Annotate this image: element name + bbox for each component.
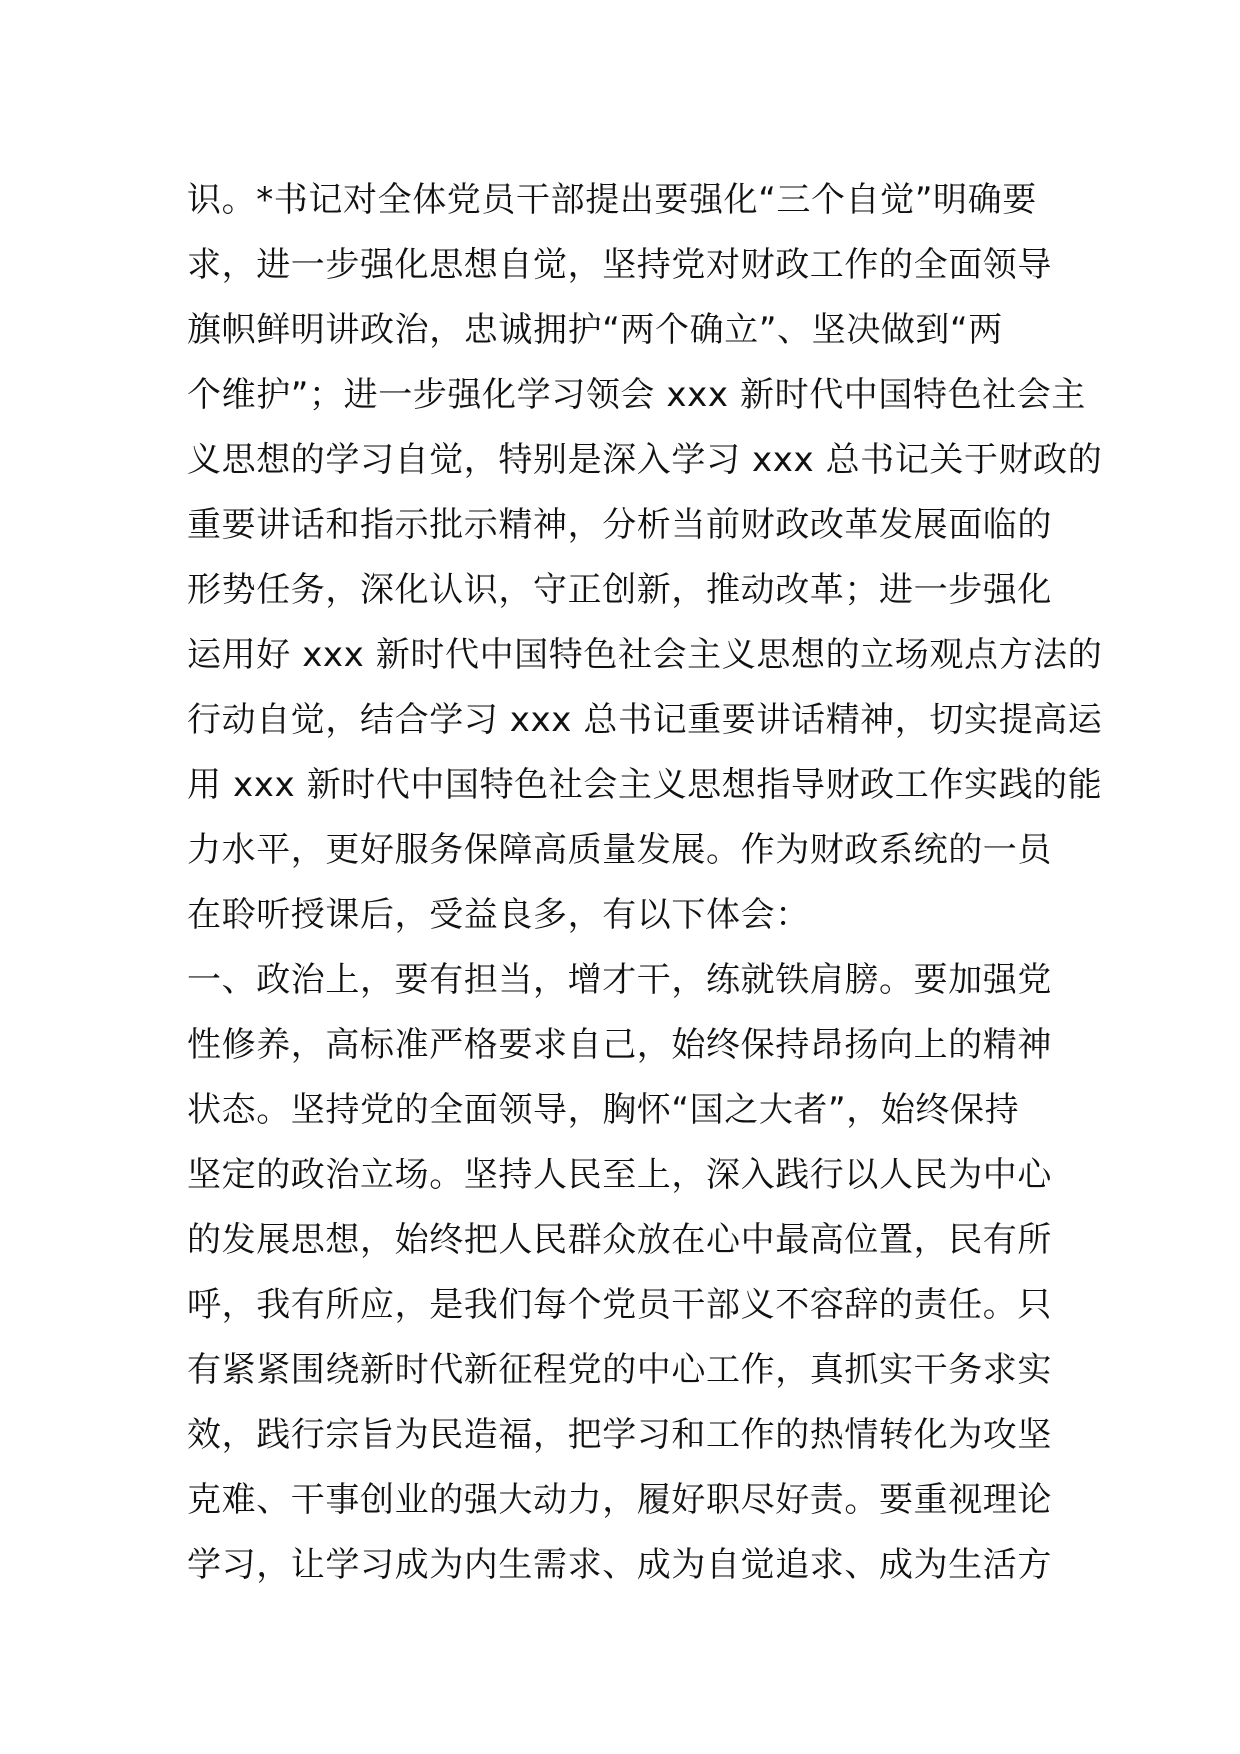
text-line: 克难、干事创业的强大动力，履好职尽好责。要重视理论	[187, 1480, 1052, 1520]
text-line: 状态。坚持党的全面领导，胸怀“国之大者”，始终保持	[187, 1090, 1020, 1130]
text-line: 一、政治上，要有担当，增才干，练就铁肩膀。要加强党	[187, 960, 1052, 1000]
text-line: 形势任务，深化认识，守正创新，推动改革；进一步强化	[187, 570, 1052, 610]
body-text	[187, 168, 1103, 1598]
text-line: 行动自觉，结合学习 xxx 总书记重要讲话精神，切实提高运	[187, 700, 1103, 740]
text-line: 效，践行宗旨为民造福，把学习和工作的热情转化为攻坚	[187, 1415, 1052, 1455]
text-line: 呼，我有所应，是我们每个党员干部义不容辞的责任。只	[187, 1285, 1052, 1325]
text-line: 的发展思想，始终把人民群众放在心中最高位置，民有所	[187, 1220, 1052, 1260]
text-line: 个维护”；进一步强化学习领会 xxx 新时代中国特色社会主	[187, 375, 1086, 415]
text-line: 运用好 xxx 新时代中国特色社会主义思想的立场观点方法的	[187, 635, 1103, 675]
text-line: 有紧紧围绕新时代新征程党的中心工作，真抓实干务求实	[187, 1350, 1052, 1390]
text-line: 在聆听授课后，受益良多，有以下体会：	[187, 895, 810, 935]
text-line: 求，进一步强化思想自觉，坚持党对财政工作的全面领导	[187, 245, 1052, 285]
text-line: 识。*书记对全体党员干部提出要强化“三个自觉”明确要	[187, 180, 1037, 220]
text-line: 用 xxx 新时代中国特色社会主义思想指导财政工作实践的能	[187, 765, 1103, 805]
text-line: 义思想的学习自觉，特别是深入学习 xxx 总书记关于财政的	[187, 440, 1103, 480]
text-line: 坚定的政治立场。坚持人民至上，深入践行以人民为中心	[187, 1155, 1052, 1195]
text-line: 性修养，高标准严格要求自己，始终保持昂扬向上的精神	[187, 1025, 1052, 1065]
text-line: 力水平，更好服务保障高质量发展。作为财政系统的一员	[187, 830, 1052, 870]
text-line: 重要讲话和指示批示精神，分析当前财政改革发展面临的	[187, 505, 1052, 545]
text-line: 旗帜鲜明讲政治，忠诚拥护“两个确立”、坚决做到“两	[187, 310, 1003, 350]
text-line: 学习，让学习成为内生需求、成为自觉追求、成为生活方	[187, 1545, 1052, 1585]
